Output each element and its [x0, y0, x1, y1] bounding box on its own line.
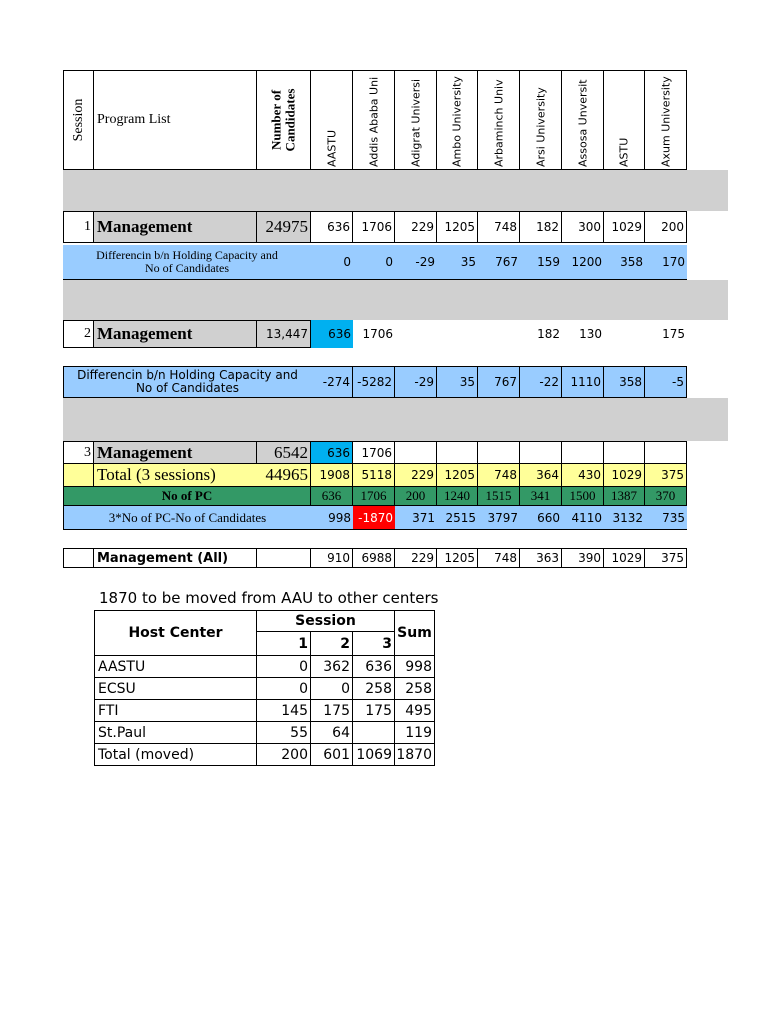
pc3-value-cell: 735: [645, 506, 687, 530]
host-center-name: ECSU: [94, 678, 257, 700]
value-cell: [604, 320, 645, 348]
pc-value-cell: 370: [645, 487, 687, 506]
diff-value-cell: 0: [353, 245, 395, 279]
value-cell: [437, 320, 478, 348]
pc3-value-cell: -1870: [353, 506, 395, 530]
all-value-cell: 375: [645, 548, 687, 568]
diff-label: Differencin b/n Holding Capacity and No of Candidates: [63, 245, 311, 279]
value-cell: 175: [662, 327, 685, 341]
pc-value-cell: 1240: [437, 487, 478, 506]
diff-value-cell: -274: [311, 366, 353, 398]
value-cell: [395, 441, 437, 464]
moved-value-cell: 145: [257, 700, 311, 722]
value-cell: [478, 320, 520, 348]
pc-value-cell: 1706: [353, 487, 395, 506]
moved-value-cell: 0: [257, 678, 311, 700]
value-cell: 130: [579, 327, 602, 341]
value-cell: 182: [537, 327, 560, 341]
center-header: Addis Ababa Uni: [367, 76, 380, 167]
total-value-cell: 5118: [353, 464, 395, 487]
moved-title: 1870 to be moved from AAU to other centers: [99, 589, 439, 607]
value-cell: 748: [478, 211, 520, 243]
total-value-cell: 364: [520, 464, 562, 487]
center-header-cell: [604, 70, 645, 170]
center-header: Axum University: [659, 76, 672, 167]
all-value-cell: 748: [478, 548, 520, 568]
moved-value-cell: 64: [311, 722, 353, 744]
diff-value-cell: -5282: [353, 366, 395, 398]
value-cell: 182: [520, 211, 562, 243]
diff-value-cell: -29: [395, 366, 437, 398]
gray-band: [63, 170, 728, 211]
session-num: 2: [63, 320, 94, 348]
center-header-cell: [645, 70, 687, 170]
all-value-cell: 1205: [437, 548, 478, 568]
center-header-cell: [478, 70, 520, 170]
program-name: Management: [94, 320, 257, 348]
all-value-cell: 910: [311, 548, 353, 568]
diff-value-cell: -5: [645, 366, 687, 398]
center-header: ASTU: [617, 137, 631, 167]
value-cell: [520, 441, 562, 464]
num-candidates-header: Number of Candidates: [268, 88, 298, 152]
all-candidates: [257, 548, 311, 568]
total-spacer: [63, 464, 94, 487]
total-candidates: 44965: [257, 464, 311, 487]
value-cell: [604, 441, 645, 464]
value-cell: 1706: [353, 441, 395, 464]
moved-sum-cell: 998: [395, 656, 435, 678]
candidates-count: 6542: [257, 441, 311, 464]
all-value-cell: 363: [520, 548, 562, 568]
value-cell: 636: [311, 211, 353, 243]
center-header: Assosa Unversit: [576, 79, 589, 167]
moved-value-cell: 200: [257, 744, 311, 766]
session-group-header: Session: [257, 610, 395, 632]
moved-value-cell: 601: [311, 744, 353, 766]
gray-band: [63, 280, 728, 320]
diff-value-cell: -22: [520, 366, 562, 398]
center-header: Arbaminch Univ: [492, 79, 505, 167]
center-header: Adigrat Universi: [409, 78, 422, 167]
value-cell: 229: [395, 211, 437, 243]
value-cell: [562, 441, 604, 464]
session-num-header: 1: [257, 632, 311, 656]
value-cell: 636: [311, 320, 353, 348]
program-name: Management: [94, 211, 257, 243]
session-num: 3: [63, 441, 94, 464]
total-value-cell: 229: [395, 464, 437, 487]
value-cell: [437, 441, 478, 464]
moved-value-cell: 55: [257, 722, 311, 744]
all-label: Management (All): [94, 548, 257, 568]
pc-value-cell: 341: [520, 487, 562, 506]
diff-value-cell: 358: [604, 366, 645, 398]
host-center-name: Total (moved): [94, 744, 257, 766]
value-cell: [395, 320, 437, 348]
session-num: 1: [63, 211, 94, 243]
total-value-cell: 1908: [311, 464, 353, 487]
value-cell: 1029: [604, 211, 645, 243]
value-cell: [645, 441, 687, 464]
all-spacer: [63, 548, 94, 568]
gray-band: [63, 398, 728, 441]
diff-value-cell: 1200: [562, 245, 604, 279]
session-num-header: 2: [311, 632, 353, 656]
pc-value-cell: 1387: [604, 487, 645, 506]
center-header-cell: [437, 70, 478, 170]
pc3-label: 3*No of PC-No of Candidates: [63, 506, 311, 530]
pc3-value-cell: 998: [311, 506, 353, 530]
sum-header: Sum: [395, 610, 435, 656]
all-value-cell: 1029: [604, 548, 645, 568]
center-header: AASTU: [325, 129, 338, 167]
pc-value-cell: 200: [395, 487, 437, 506]
total-value-cell: 375: [645, 464, 687, 487]
moved-value-cell: [353, 722, 395, 744]
center-header-cell: [562, 70, 604, 170]
center-header-cell: [520, 70, 562, 170]
diff-value-cell: 159: [520, 245, 562, 279]
moved-value-cell: 0: [311, 678, 353, 700]
moved-value-cell: 258: [353, 678, 395, 700]
total-value-cell: 430: [562, 464, 604, 487]
pc3-value-cell: 2515: [437, 506, 478, 530]
value-cell: 1205: [437, 211, 478, 243]
diff-value-cell: 0: [311, 245, 353, 279]
moved-value-cell: 636: [353, 656, 395, 678]
value-cell: 1706: [353, 211, 395, 243]
value-cell: 300: [562, 211, 604, 243]
moved-sum-cell: 119: [395, 722, 435, 744]
pc-value-cell: 1515: [478, 487, 520, 506]
pc3-value-cell: 371: [395, 506, 437, 530]
diff-value-cell: 35: [437, 366, 478, 398]
value-cell: 200: [645, 211, 687, 243]
total-label: Total (3 sessions): [94, 464, 257, 487]
pc-value-cell: 1500: [562, 487, 604, 506]
session-header-cell: [63, 70, 94, 170]
program-list-header: Program List: [94, 70, 257, 170]
pc3-value-cell: 3132: [604, 506, 645, 530]
moved-value-cell: 362: [311, 656, 353, 678]
host-center-header: Host Center: [94, 610, 257, 656]
session-header: Session: [70, 98, 86, 142]
total-value-cell: 748: [478, 464, 520, 487]
total-value-cell: 1029: [604, 464, 645, 487]
host-center-name: AASTU: [94, 656, 257, 678]
pc-label: No of PC: [63, 487, 311, 506]
pc3-value-cell: 660: [520, 506, 562, 530]
total-value-cell: 1205: [437, 464, 478, 487]
diff-value-cell: 767: [478, 245, 520, 279]
moved-value-cell: 175: [353, 700, 395, 722]
candidates-count: 13,447: [257, 320, 311, 348]
host-center-name: FTI: [94, 700, 257, 722]
center-header: Ambo University: [450, 76, 464, 167]
center-header-cell: [311, 70, 353, 170]
pc3-value-cell: 4110: [562, 506, 604, 530]
moved-value-cell: 175: [311, 700, 353, 722]
diff-value-cell: 1110: [562, 366, 604, 398]
diff-value-cell: 358: [604, 245, 645, 279]
value-cell: 636: [311, 441, 353, 464]
diff-value-cell: 35: [437, 245, 478, 279]
moved-sum-cell: 258: [395, 678, 435, 700]
all-value-cell: 6988: [353, 548, 395, 568]
center-header: Arsi University: [534, 87, 547, 167]
candidates-count: 24975: [257, 211, 311, 243]
diff-value-cell: -29: [395, 245, 437, 279]
program-name: Management: [94, 441, 257, 464]
moved-value-cell: 0: [257, 656, 311, 678]
center-header-cell: [353, 70, 395, 170]
host-center-name: St.Paul: [94, 722, 257, 744]
session-num-header: 3: [353, 632, 395, 656]
all-value-cell: 229: [395, 548, 437, 568]
diff-value-cell: 170: [645, 245, 687, 279]
diff-value-cell: 767: [478, 366, 520, 398]
moved-sum-cell: 495: [395, 700, 435, 722]
diff-label: Differencin b/n Holding Capacity and No of Candidates: [63, 366, 311, 398]
all-value-cell: 390: [562, 548, 604, 568]
moved-value-cell: 1069: [353, 744, 395, 766]
num-candidates-header-cell: [257, 70, 311, 170]
value-cell: [478, 441, 520, 464]
value-cell: 1706: [362, 327, 393, 341]
pc3-value-cell: 3797: [478, 506, 520, 530]
pc-value-cell: 636: [311, 487, 353, 506]
center-header-cell: [395, 70, 437, 170]
moved-sum-cell: 1870: [395, 744, 435, 766]
